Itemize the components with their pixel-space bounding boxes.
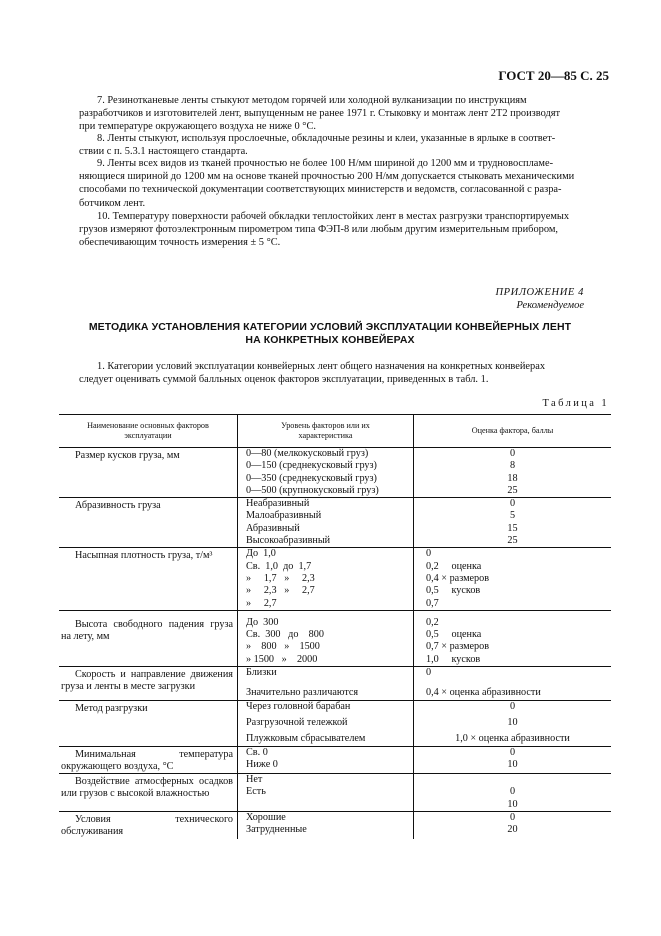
level-value: Разгрузочной тележкой	[246, 716, 348, 728]
page-header: ГОСТ 20—85 С. 25	[498, 68, 609, 83]
level-value: Св. 0	[246, 746, 268, 758]
factor-label: Насыпная плотность груза, т/м³	[75, 550, 213, 562]
paragraph-8	[79, 132, 584, 158]
section-title-line: НА КОНКРЕТНЫХ КОНВЕЙЕРАХ	[245, 334, 415, 346]
score-value: 0,4 × размеров	[426, 572, 490, 584]
factor-label: Абразивность груза	[75, 500, 161, 512]
score-value: 10	[507, 758, 518, 770]
intro-line: следует оценивать суммой балльных оценок факторов эксплуатации, приведенных в табл. 1.	[79, 374, 489, 386]
appendix-status: Рекомендуемое	[516, 299, 584, 311]
score-value: 25	[507, 535, 518, 547]
score-value: 0,2 оценка	[426, 560, 482, 572]
level-value: Малоабразивный	[246, 510, 322, 522]
level-value: Затрудненные	[246, 824, 307, 836]
score-value: 0	[509, 700, 516, 712]
level-value: Близки	[246, 667, 277, 679]
score-value: 20	[507, 824, 518, 836]
level-value: Нет	[246, 774, 263, 786]
level-value: До 1,0	[246, 548, 276, 560]
level-value: Ниже 0	[246, 758, 278, 770]
paragraph-line: ствии с п. 5.3.1 настоящего стандарта.	[79, 146, 248, 158]
factors-table	[59, 414, 611, 839]
level-value: Абразивный	[246, 522, 300, 534]
score-value: 10	[507, 798, 518, 810]
score-value: 0	[426, 667, 432, 679]
score-value: 0	[509, 786, 516, 798]
level-value: Высокоабразивный	[246, 535, 331, 547]
column-header-factor: Наименование основных факторов эксплуатации	[59, 415, 238, 448]
factor-label: Скорость и направление движения груза и ленты в месте загрузки	[61, 669, 233, 693]
table-row	[59, 774, 611, 812]
score-value: 1,0 × оценка абразивности	[455, 733, 570, 745]
score-value: 5	[509, 510, 516, 522]
intro-line: 1. Категории условий эксплуатации конвейерных лент общего назначения на конкретных конвейерах	[97, 361, 546, 372]
level-value: 0—80 (мелкокусковый груз)	[246, 448, 369, 459]
paragraph-line: способами по технической документации соответствующих министерств и ведомств, согласованной с разра-	[79, 184, 562, 196]
score-value: 0	[509, 812, 516, 824]
score-value: 0,5 кусков	[426, 585, 481, 597]
level-value: Через головной барабан	[246, 700, 351, 712]
level-value: Есть	[246, 786, 266, 798]
paragraph-line: 7. Резинотканевые ленты стыкуют методом горячей или холодной вулканизации по инструкциям	[97, 95, 527, 106]
factor-label: Метод разгрузки	[75, 702, 148, 714]
intro-paragraph	[79, 360, 584, 386]
level-value: Плужковым сбрасывателем	[246, 733, 366, 745]
column-header-level: Уровень факторов или их характеристика	[238, 415, 414, 448]
paragraph-line: ботчиком лент.	[79, 197, 146, 209]
table-row	[59, 812, 611, 839]
table-caption: Таблица 1	[542, 398, 609, 409]
table-row	[59, 448, 611, 498]
factor-label: Условия технического обслуживания	[61, 814, 233, 838]
score-value: 0,4 × оценка абразивности	[426, 687, 541, 699]
score-value: 0,2	[426, 616, 439, 628]
table-row	[59, 610, 611, 666]
level-value: До 300	[246, 616, 279, 628]
paragraph-line: няющиеся шириной до 1200 мм на основе тканей прочностью 200 Н/мм допускается стыковать механическими	[79, 171, 575, 183]
paragraph-line: 9. Ленты всех видов из тканей прочностью не более 100 Н/мм шириной до 1200 мм и трудновоспламе-	[97, 158, 554, 169]
paragraph-line: обеспечивающим точность измерения ± 5 °С.	[79, 237, 281, 249]
level-value: Неабразивный	[246, 498, 310, 510]
score-value: 0,5 оценка	[426, 629, 482, 641]
table-row	[59, 746, 611, 774]
score-value: 25	[507, 484, 518, 496]
table-row	[59, 700, 611, 746]
appendix-label	[495, 287, 584, 312]
section-title	[40, 321, 620, 347]
score-value: 0	[426, 548, 432, 560]
level-value: Св. 1,0 до 1,7	[246, 560, 312, 572]
level-value: 0—500 (крупнокусковый груз)	[246, 484, 379, 496]
table-row	[59, 498, 611, 548]
level-value: » 2,3 » 2,7	[246, 585, 315, 597]
level-value: » 2,7	[246, 597, 277, 609]
level-value: 0—150 (среднекусковый груз)	[246, 460, 377, 472]
level-value: Хорошие	[246, 812, 286, 824]
score-value: 0	[509, 498, 516, 510]
paragraph-9	[79, 157, 584, 210]
table-header-row	[59, 415, 611, 448]
level-value: » 1,7 » 2,3	[246, 572, 315, 584]
section-title-line: МЕТОДИКА УСТАНОВЛЕНИЯ КАТЕГОРИИ УСЛОВИЙ ЭКСПЛУАТАЦИИ КОНВЕЙЕРНЫХ ЛЕНТ	[88, 321, 572, 333]
paragraph-line: при температуре окружающего воздуха не ниже 0 °С.	[79, 121, 316, 133]
appendix-number: ПРИЛОЖЕНИЕ 4	[495, 287, 584, 298]
level-value: Св. 300 до 800	[246, 629, 324, 641]
score-value: 0,7 × размеров	[426, 641, 490, 653]
paragraph-7	[79, 94, 584, 134]
score-value: 18	[507, 472, 518, 484]
factor-label: Воздействие атмосферных осадков или грузов с высокой влажностью	[61, 776, 233, 800]
paragraph-line: 10. Температуру поверхности рабочей обкладки теплостойких лент в местах разгрузки транспортируемых	[97, 211, 570, 222]
factor-label: Размер кусков груза, мм	[75, 450, 180, 461]
paragraph-10	[79, 210, 584, 250]
level-value: Значительно различаются	[246, 687, 359, 699]
table-row	[59, 548, 611, 610]
factor-label: Высота свободного падения груза на лету, мм	[61, 618, 233, 643]
level-value: 0—350 (среднекусковый груз)	[246, 472, 377, 484]
factor-label: Минимальная температура окружающего воздуха, °С	[61, 748, 233, 772]
paragraph-line: 8. Ленты стыкуют, используя прослоечные, обкладочные резины и клеи, указанные в ярлыке в соответ-	[97, 133, 556, 144]
paragraph-line: разработчиков и изготовителей лент, выпущенным не ранее 1971 г. Стыковку и монтаж лент 2Т2 производят	[79, 108, 561, 120]
score-value: 0	[509, 448, 516, 459]
column-header-score: Оценка фактора, баллы	[414, 415, 612, 448]
score-value: 15	[507, 522, 518, 534]
table-row	[59, 667, 611, 701]
score-value: 0,7	[426, 597, 439, 609]
score-value: 0	[509, 746, 516, 758]
level-value: » 800 » 1500	[246, 641, 320, 653]
level-value: » 1500 » 2000	[246, 653, 318, 665]
score-value: 1,0 кусков	[426, 653, 481, 665]
paragraph-line: грузов измеряют фотоэлектронным пирометром типа ФЭП-8 или любым другим измерительным прибором,	[79, 224, 559, 236]
score-value: 10	[507, 716, 518, 728]
score-value: 8	[509, 460, 516, 472]
